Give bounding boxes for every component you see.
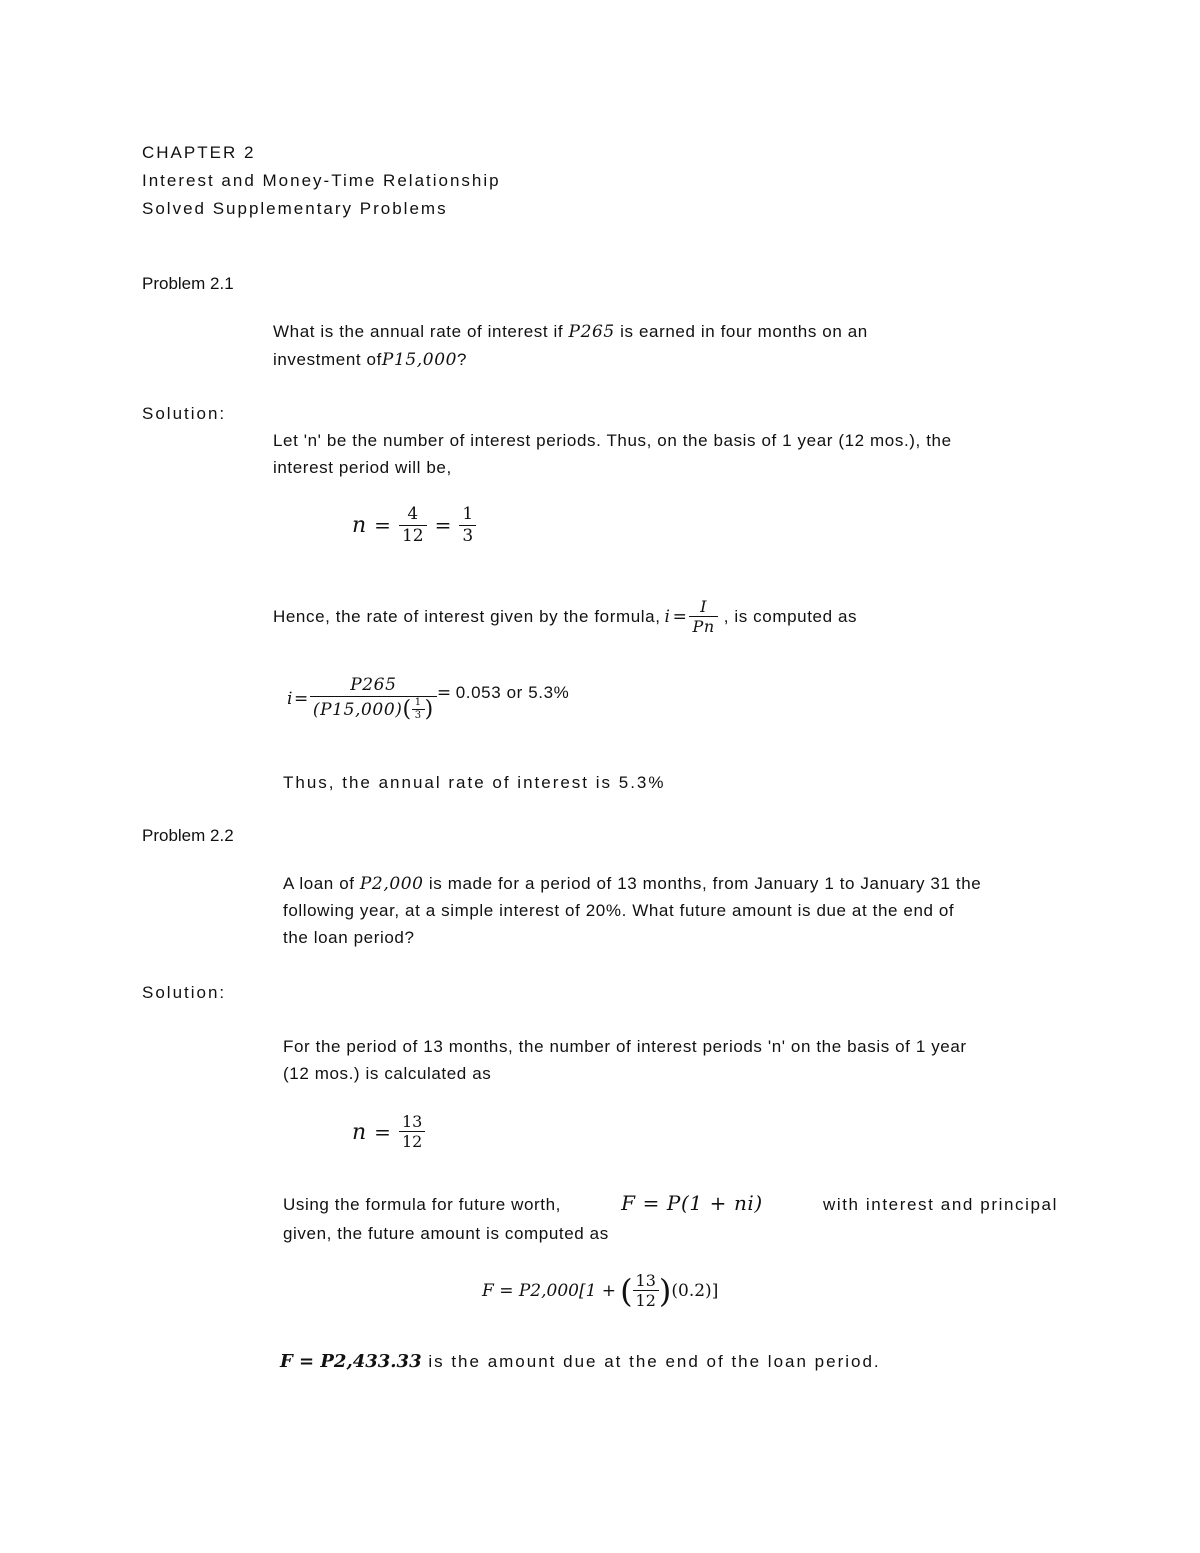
fraction-numerator: P265: [350, 675, 397, 695]
fraction-denominator: Pn: [689, 616, 717, 636]
question-text: investment of: [273, 350, 382, 369]
fraction-numerator: 4: [407, 504, 419, 524]
problem-2-2-heading: Problem 2.2: [142, 826, 234, 845]
future-amount-calculation: F = P2,000[1 + ( $\frac{13}{12}$ ) (0.2)]: [482, 1271, 719, 1311]
final-answer-line: [280, 1351, 881, 1372]
calc-equals: =: [294, 689, 309, 710]
eq-var-n: n: [352, 1119, 367, 1145]
final-answer-value: F = P2,433.33: [280, 1351, 422, 1372]
solution-2-line2: (12 mos.) is calculated as: [283, 1064, 492, 1083]
fraction-rate: [310, 676, 437, 723]
problem-2-2-question-line2: following year, at a simple interest of 20%. What future amount is due at the end of: [283, 901, 955, 920]
equation-n-13-12: [352, 1113, 425, 1152]
conclusion-2-1: Thus, the annual rate of interest is 5.3%: [283, 773, 666, 792]
problem-2-2-question-line3: the loan period?: [283, 928, 415, 947]
eq-equals: =: [374, 513, 391, 538]
calc-equals: =: [436, 683, 452, 704]
using-formula-line: [283, 1191, 1058, 1215]
fraction-denominator: 12: [399, 525, 427, 546]
hence-formula-line: [273, 598, 857, 637]
fraction-4-12: [399, 505, 427, 546]
fraction-13-12-paren: [633, 1272, 659, 1311]
fraction-numerator: 1: [414, 697, 422, 709]
equation-n-4-12: [352, 505, 476, 546]
chapter-title: Interest and Money-Time Relationship: [142, 171, 501, 190]
question-text: ?: [457, 350, 468, 369]
solution-1-line2: interest period will be,: [273, 458, 452, 477]
calc-result: 0.053 or 5.3%: [455, 683, 570, 703]
fraction-numerator: I: [700, 597, 708, 616]
final-answer-text: is the amount due at the end of the loan period.: [421, 1352, 881, 1371]
question-text: is made for a period of 13 months, from January 1 to January 31 the: [423, 874, 982, 893]
fraction-denominator: 12: [399, 1131, 425, 1151]
calc-left: F = P2,000[1 +: [482, 1281, 617, 1302]
eq-equals: =: [434, 513, 452, 538]
question-text: What is the annual rate of interest if: [273, 322, 569, 341]
solution-label-2: Solution:: [142, 983, 227, 1002]
calc-right: (0.2)]: [671, 1281, 719, 1302]
fraction-denominator: 3: [459, 525, 476, 546]
problem-2-1-heading: Problem 2.1: [142, 274, 234, 293]
amount-p2000: P2,000: [359, 874, 424, 894]
hence-text: Hence, the rate of interest given by the formula,: [273, 607, 661, 627]
problem-2-1-question-line1: [273, 322, 868, 342]
amount-p265: P265: [568, 322, 615, 342]
using-text: Using the formula for future worth,: [283, 1195, 562, 1214]
fraction-denominator: 3: [412, 709, 425, 722]
using-line2: given, the future amount is computed as: [283, 1224, 609, 1243]
chapter-label: CHAPTER 2: [142, 143, 256, 162]
using-text: with interest and principal: [822, 1195, 1058, 1214]
amount-p15000: P15,000: [381, 350, 458, 370]
fraction-denominator: 12: [633, 1290, 659, 1310]
formula-var-i: i: [664, 607, 671, 628]
eq-equals: =: [374, 1120, 391, 1145]
problem-2-1-question-line2: [273, 350, 467, 370]
future-worth-formula: F = P(1 + ni): [621, 1191, 763, 1215]
problem-2-2-question-line1: [283, 874, 981, 894]
calc-var-i: i: [287, 689, 294, 710]
chapter-subtitle: Solved Supplementary Problems: [142, 199, 448, 218]
fraction-i-over-pn: [689, 598, 717, 637]
hence-text: , is computed as: [723, 607, 858, 627]
formula-equals: =: [672, 607, 688, 628]
fraction-numerator: 13: [635, 1271, 656, 1290]
rate-calculation: [287, 676, 569, 723]
fraction-denominator: (P15,000) ( $\frac{1}{3}$ ): [310, 696, 437, 723]
fraction-numerator: 13: [401, 1112, 423, 1131]
eq-var-n: n: [352, 512, 367, 538]
question-text: A loan of: [283, 874, 360, 893]
fraction-13-12: [399, 1113, 425, 1152]
question-text: is earned in four months on an: [614, 322, 868, 341]
solution-label-1: Solution:: [142, 404, 227, 423]
fraction-1-3: [459, 505, 476, 546]
solution-2-line1: For the period of 13 months, the number of interest periods 'n' on the basis of 1 year: [283, 1037, 967, 1056]
solution-1-line1: Let 'n' be the number of interest periods. Thus, on the basis of 1 year (12 mos.), the: [273, 431, 952, 450]
fraction-numerator: 1: [462, 504, 474, 524]
calc-principal: (P15,000): [312, 699, 403, 720]
fraction-1-3-small: [412, 697, 425, 722]
